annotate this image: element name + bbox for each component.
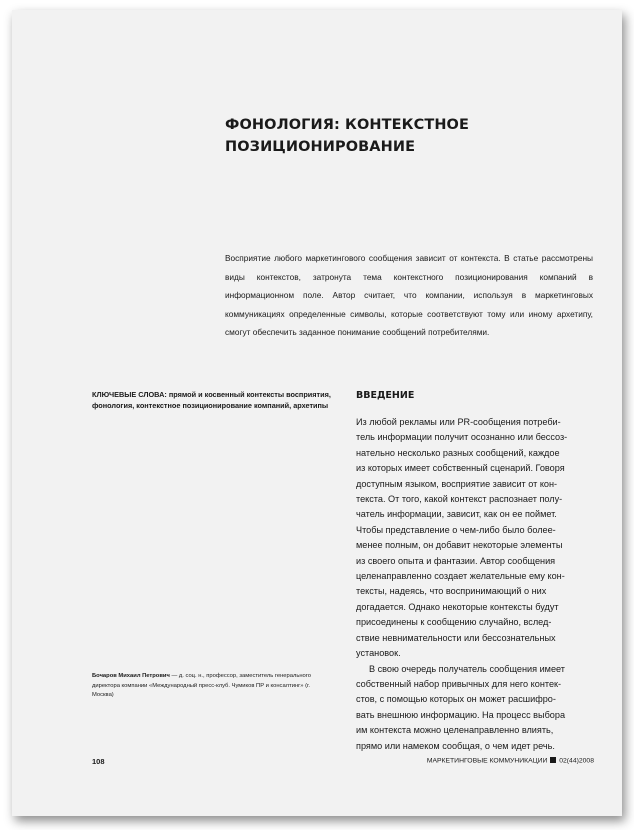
journal-issue: 02(44)2008 xyxy=(559,757,594,765)
article-title-line-1: ФОНОЛОГИЯ: КОНТЕКСТНОЕ xyxy=(225,117,469,133)
body-line: догадается. Однако некоторые контексты будут xyxy=(356,601,559,612)
body-line: тель информации получит осознанно или бессоз- xyxy=(356,432,568,443)
body-line: присоединены к сообщению случайно, вслед- xyxy=(356,617,552,628)
author-info-block xyxy=(92,672,332,701)
body-line: стов, с помощью которых он может расшифро- xyxy=(356,694,556,705)
body-line: из которых имеет собственный сценарий. Говоря xyxy=(356,463,565,474)
journal-name: МАРКЕТИНГОВЫЕ КОММУНИКАЦИИ xyxy=(426,757,548,765)
body-line: В свою очередь получатель сообщения имеет xyxy=(369,663,565,674)
body-line: из своего опыта и фантазии. Автор сообщения xyxy=(356,555,556,566)
journal-page xyxy=(12,10,622,816)
body-line: чатель информации, зависит, как он ее поймет. xyxy=(356,509,557,520)
keywords-block xyxy=(92,389,332,411)
body-line: менее полным, он добавит некоторые элементы xyxy=(356,540,563,551)
article-body xyxy=(356,415,596,754)
author-name: Бочаров Михаил Петрович xyxy=(92,673,170,679)
article-title xyxy=(225,114,615,158)
article-abstract: Восприятие любого маркетингового сообщения зависит от контекста. В статье рассмотрены виды контекстов, затронута тема контекстного позиционирования компаний в информационном поле. Автор считает, что компании, используя в маркетинговых коммуникациях определенные символы, которые соответствуют тому или иному архетипу, смогут обеспечить заданное понимание сообщений потребителями. xyxy=(225,253,593,338)
body-line: собственный набор привычных для него контек- xyxy=(356,678,562,689)
section-heading-introduction: ВВЕДЕНИЕ xyxy=(356,390,415,401)
body-line: прямо или намеком сообщая, о чем идет речь. xyxy=(356,740,555,751)
body-line: текста. От того, какой контекст распознает полу- xyxy=(356,494,563,505)
author-description: — д. соц. н., профессор, заместитель генерального директора компании «Международный пресс-клуб. Чумиков ПР и консалтинг» (г. Москва) xyxy=(92,673,311,698)
body-line: вать внешнюю информацию. На процесс выбора xyxy=(356,709,566,720)
square-separator-icon xyxy=(550,757,556,763)
body-line: Чтобы представление о чем-либо было более- xyxy=(356,524,556,535)
body-line: им контекста можно целенаправленно влиять, xyxy=(356,725,554,736)
page-number: 108 xyxy=(92,757,105,766)
keywords-label: КЛЮЧЕВЫЕ СЛОВА: xyxy=(92,390,167,399)
keywords-text: прямой и косвенный контексты восприятия, фонология, контекстное позиционирование компаний, архетипы xyxy=(92,390,331,410)
body-line: целенаправленно создает желательные ему кон- xyxy=(356,571,565,582)
body-line: установок. xyxy=(356,648,401,659)
body-line: тексты, надеясь, что воспринимающий о них xyxy=(356,586,547,597)
journal-footer xyxy=(427,757,594,765)
body-line: ствие невнимательности или бессознательных xyxy=(356,632,556,643)
body-line: Из любой рекламы или PR-сообщения потреби- xyxy=(356,417,561,427)
article-title-line-2: ПОЗИЦИОНИРОВАНИЕ xyxy=(225,139,416,155)
body-line: нательно несколько разных сообщений, каждое xyxy=(356,447,560,458)
body-line: доступным языком, восприятие зависит от кон- xyxy=(356,478,558,489)
